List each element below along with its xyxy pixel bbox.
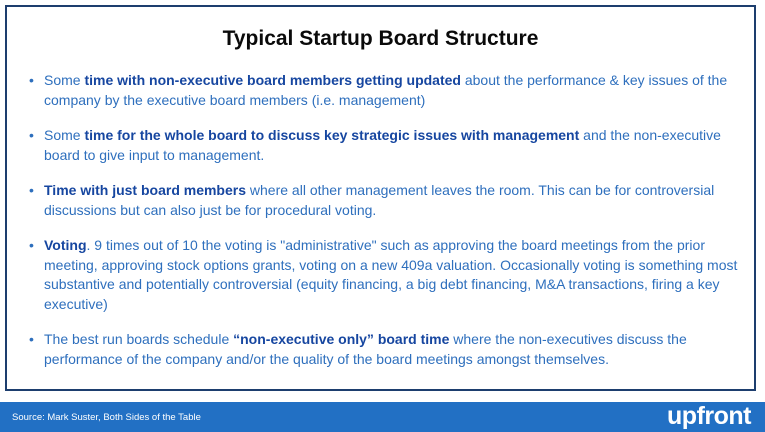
bullet-text-post: about the performance & key issues of the company by the executive board members (i.e. management) [44,72,728,108]
bullet-item-updates [29,71,741,110]
slide-frame [5,5,756,391]
bullet-text-post: where all other management leaves the room. This can be for controversial discussions but can also just be for procedural voting. [44,182,715,218]
bullet-text-pre: Some [44,127,85,143]
bullet-item-non-executive [29,330,741,369]
bullet-item-strategy [29,126,741,165]
bullet-text-emphasis: “non-executive only” board time [233,331,450,347]
bullet-item-board-only [29,181,741,220]
footer-source: Source: Mark Suster, Both Sides of the Table [12,412,201,423]
bullet-text-emphasis: time for the whole board to discuss key strategic issues with management [84,127,580,143]
footer-bar [0,402,765,432]
bullet-text-post: . 9 times out of 10 the voting is "administrative" such as approving the board meetings from the prior meeting, approving stock options grants, voting on a new 409a valuation. Occasionally voting is something most substantive and potentially controversial (equity financing, a big debt financing, M&A transactions, firing a key executive) [44,237,738,312]
bullet-text-emphasis: time with non-executive board members getting updated [84,72,461,88]
bullet-text-pre: The best run boards schedule [44,331,234,347]
bullet-text-post: and the non-executive board to give input to management. [44,127,721,163]
bullet-text-post: where the non-executives discuss the performance of the company and/or the quality of the board meetings amongst themselves. [44,331,687,367]
bullet-text-emphasis: Voting [44,237,87,253]
bullet-item-voting [29,236,741,314]
slide-title: Typical Startup Board Structure [222,27,539,50]
upfront-logo: upfront [667,402,751,430]
bullet-text-pre: Some [44,72,85,88]
bullet-text-emphasis: Time with just board members [44,182,247,198]
bullet-list [29,71,741,385]
